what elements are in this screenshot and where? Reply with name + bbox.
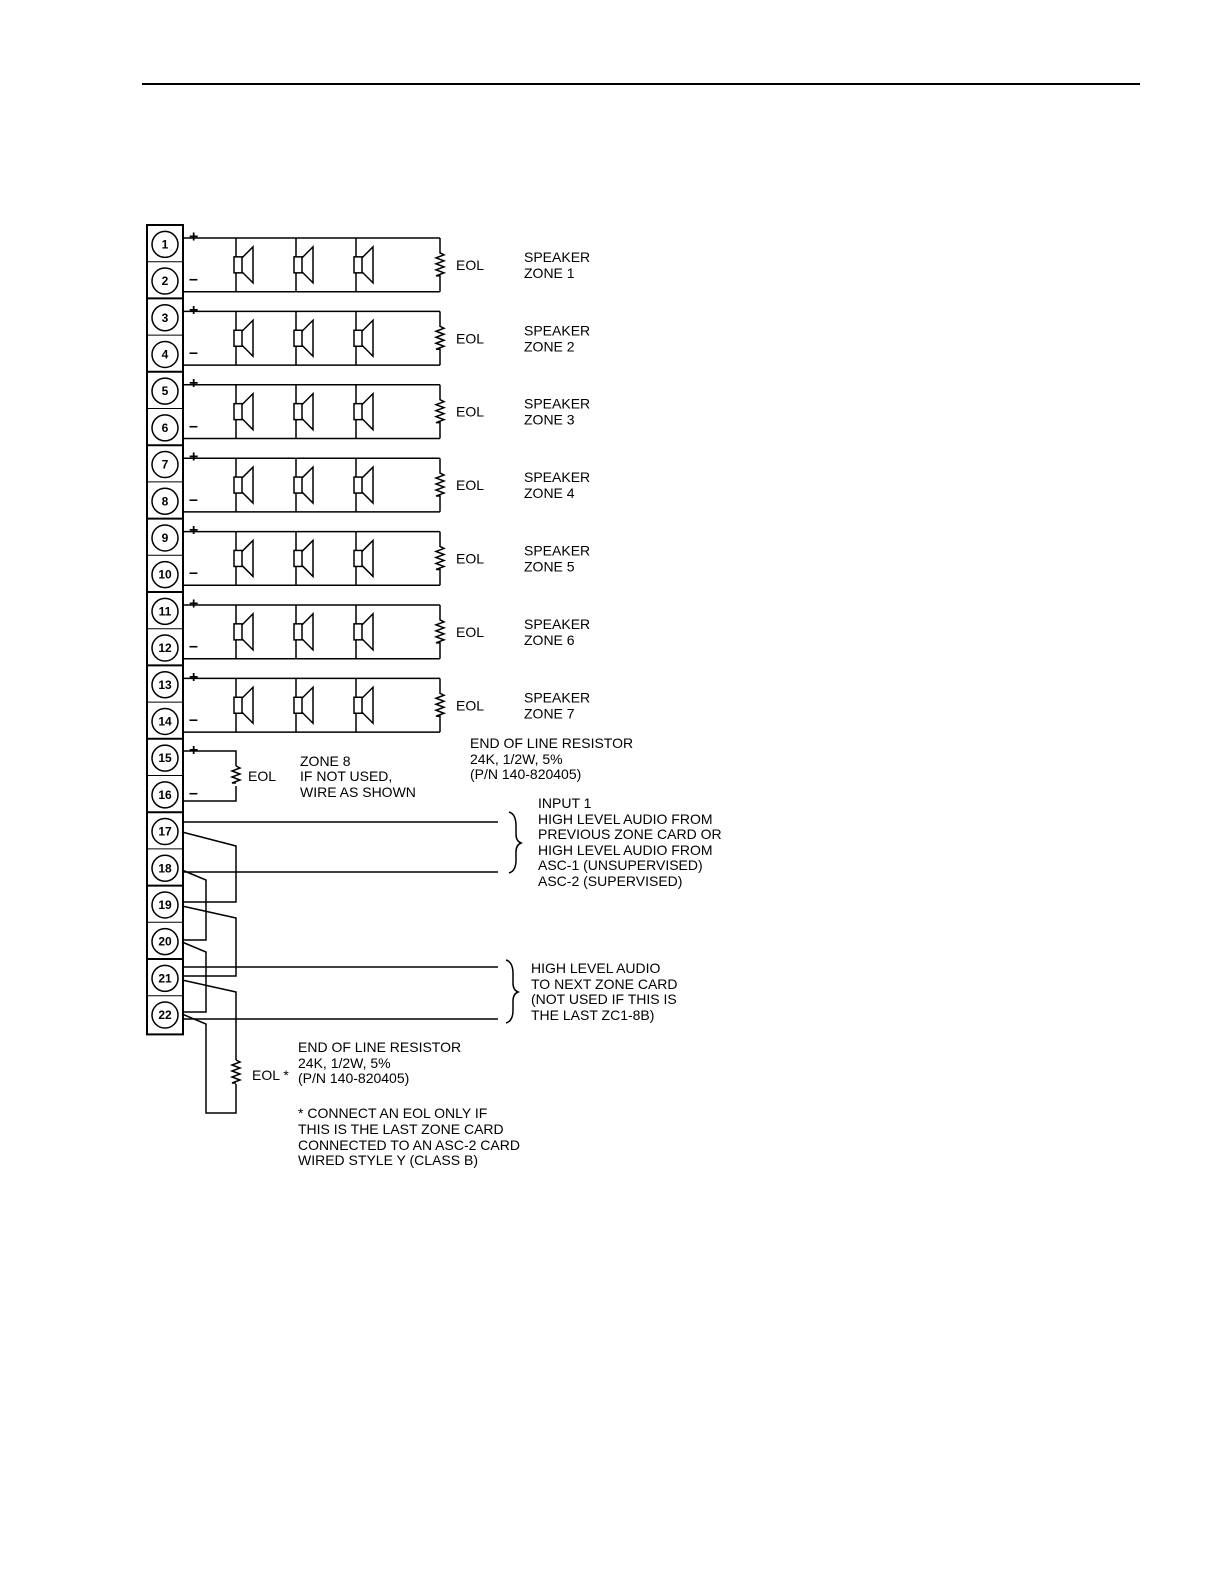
speaker-icon — [234, 532, 253, 586]
zone8-eol-label: EOL — [248, 768, 277, 784]
speaker-icon — [354, 532, 373, 586]
eol-label: EOL — [456, 697, 485, 714]
speaker-zone-2 — [182, 311, 590, 365]
eol-label: EOL — [456, 256, 485, 273]
polarity-plus: + — [189, 668, 199, 686]
zone-label-line1: SPEAKER — [524, 689, 591, 706]
eol-resistor-spec-line2: 24K, 1/2W, 5% — [470, 751, 563, 767]
terminal-22 — [152, 1002, 178, 1028]
polarity-minus: – — [189, 271, 198, 289]
speaker-icon — [354, 458, 373, 512]
zone8-note-line3: WIRE AS SHOWN — [300, 784, 416, 800]
speaker-icon — [354, 678, 373, 732]
terminal-number: 20 — [158, 934, 172, 949]
terminal-number: 14 — [158, 714, 172, 729]
speaker-icon — [294, 458, 313, 512]
eol-resistor-icon — [436, 532, 444, 586]
speaker-icon — [294, 532, 313, 586]
zone8-eol-resistor-icon — [232, 766, 240, 783]
jumper-19-to-21 — [182, 906, 236, 976]
terminal-number: 8 — [161, 494, 169, 509]
terminal-number: 3 — [161, 310, 169, 325]
terminal-20 — [152, 929, 178, 955]
bottom-eol-resistor-icon — [232, 1060, 240, 1083]
zone-label-line2: ZONE 6 — [524, 631, 575, 648]
bottom-eol-spec-line1: END OF LINE RESISTOR — [298, 1039, 462, 1055]
eol-label: EOL — [456, 330, 485, 347]
terminal-number: 4 — [161, 347, 169, 362]
speaker-zone-6 — [182, 605, 590, 659]
input1-label-line5: ASC-1 (UNSUPERVISED) — [538, 857, 703, 873]
eol-label: EOL — [456, 550, 485, 567]
terminal-12 — [152, 635, 178, 661]
zone-label-line2: ZONE 2 — [524, 338, 575, 355]
speaker-icon — [354, 385, 373, 439]
footnote-line3: CONNECTED TO AN ASC-2 CARD — [298, 1137, 520, 1153]
zone-label-line2: ZONE 5 — [524, 558, 575, 575]
speaker-zone-4 — [182, 458, 590, 512]
terminal-19 — [152, 892, 178, 918]
eol-resistor-icon — [436, 458, 444, 512]
terminal-9 — [152, 525, 178, 551]
terminal-number: 5 — [161, 384, 169, 399]
terminal-number: 18 — [158, 861, 172, 876]
polarity-minus: – — [189, 711, 198, 729]
footnote-line1: * CONNECT AN EOL ONLY IF — [298, 1105, 488, 1121]
zone-label-line1: SPEAKER — [524, 615, 591, 632]
terminal-number: 9 — [161, 530, 169, 545]
terminal-number: 13 — [158, 677, 172, 692]
polarity-plus: + — [189, 301, 199, 319]
bottom-eol-spec-line3: (P/N 140-820405) — [298, 1070, 410, 1086]
speaker-zones — [182, 238, 590, 732]
polarity-plus: + — [189, 448, 199, 466]
polarity-plus: + — [189, 521, 199, 539]
zone-label-line2: ZONE 4 — [524, 485, 575, 502]
input1-label-line2: HIGH LEVEL AUDIO FROM — [538, 811, 713, 827]
eol-resistor-icon — [436, 311, 444, 365]
speaker-icon — [294, 311, 313, 365]
polarity-plus: + — [189, 595, 199, 613]
polarity-minus: – — [189, 491, 198, 509]
zone8-note-line2: IF NOT USED, — [300, 768, 393, 784]
zone-label-line2: ZONE 7 — [524, 705, 575, 722]
next-zone-label-line2: TO NEXT ZONE CARD — [531, 976, 678, 992]
bottom-eol-spec-line2: 24K, 1/2W, 5% — [298, 1055, 391, 1071]
polarity-plus: + — [189, 742, 199, 760]
next-zone-brace — [506, 960, 518, 1023]
input1-label-line3: PREVIOUS ZONE CARD OR — [538, 826, 722, 842]
speaker-icon — [234, 311, 253, 365]
terminal-18 — [152, 855, 178, 881]
speaker-icon — [234, 385, 253, 439]
zone8-note-line1: ZONE 8 — [300, 753, 351, 769]
terminal-13 — [152, 672, 178, 698]
terminal-10 — [152, 562, 178, 588]
input1-label-line4: HIGH LEVEL AUDIO FROM — [538, 842, 713, 858]
zone-label-line1: SPEAKER — [524, 248, 591, 265]
terminal-number: 21 — [158, 971, 172, 986]
speaker-icon — [294, 678, 313, 732]
terminal-5 — [152, 378, 178, 404]
terminal-16 — [152, 782, 178, 808]
eol-label: EOL — [456, 477, 485, 494]
terminal-number: 19 — [158, 897, 172, 912]
terminal-number: 12 — [158, 641, 172, 656]
polarity-minus: – — [189, 784, 198, 802]
eol-resistor-icon — [436, 385, 444, 439]
next-zone-label-line4: THE LAST ZC1-8B) — [531, 1007, 655, 1023]
terminal-3 — [152, 305, 178, 331]
terminal-17 — [152, 819, 178, 845]
speaker-icon — [234, 678, 253, 732]
next-zone-label-line1: HIGH LEVEL AUDIO — [531, 960, 661, 976]
jumper-18-to-20 — [182, 870, 206, 940]
polarity-minus: – — [189, 564, 198, 582]
terminal-number: 10 — [158, 567, 172, 582]
eol-label: EOL — [456, 623, 485, 640]
speaker-zone-3 — [182, 385, 590, 439]
terminal-number: 22 — [158, 1008, 172, 1023]
speaker-zone-7 — [182, 678, 590, 732]
terminal-15 — [152, 745, 178, 771]
speaker-icon — [294, 385, 313, 439]
zone-label-line1: SPEAKER — [524, 469, 591, 486]
input1-label-line6: ASC-2 (SUPERVISED) — [538, 873, 683, 889]
eol-resistor-spec-line3: (P/N 140-820405) — [470, 766, 582, 782]
speaker-zone-5 — [182, 532, 590, 586]
jumper-17-to-19 — [182, 832, 236, 902]
speaker-icon — [234, 605, 253, 659]
zone-label-line2: ZONE 3 — [524, 411, 575, 428]
speaker-icon — [354, 311, 373, 365]
terminal-11 — [152, 598, 178, 624]
input1-brace — [509, 812, 521, 873]
eol-resistor-icon — [436, 605, 444, 659]
footnote-line4: WIRED STYLE Y (CLASS B) — [298, 1152, 478, 1168]
terminal-number: 2 — [161, 274, 169, 289]
jumper-20-to-22 — [182, 942, 206, 1012]
speaker-zone-1 — [182, 238, 590, 292]
eol-label: EOL — [456, 403, 485, 420]
eol-resistor-icon — [436, 238, 444, 292]
zone-label-line1: SPEAKER — [524, 322, 591, 339]
terminal-number: 17 — [158, 824, 172, 839]
polarity-plus: + — [189, 375, 199, 393]
footnote-line2: THIS IS THE LAST ZONE CARD — [298, 1121, 504, 1137]
terminal-8 — [152, 488, 178, 514]
terminal-21 — [152, 965, 178, 991]
terminal-14 — [152, 708, 178, 734]
terminal-number: 16 — [158, 787, 172, 802]
polarity-minus: – — [189, 638, 198, 656]
speaker-icon — [294, 238, 313, 292]
bottom-eol-wire — [182, 980, 236, 1113]
terminal-7 — [152, 452, 178, 478]
bottom-eol-label: EOL * — [252, 1067, 289, 1083]
speaker-icon — [354, 238, 373, 292]
terminal-strip — [147, 225, 198, 1034]
terminal-2 — [152, 268, 178, 294]
eol-resistor-spec-line1: END OF LINE RESISTOR — [470, 735, 634, 751]
polarity-plus: + — [189, 228, 199, 246]
terminal-number: 11 — [158, 604, 172, 619]
speaker-icon — [234, 238, 253, 292]
polarity-minus: – — [189, 344, 198, 362]
input1-label-line1: INPUT 1 — [538, 795, 592, 811]
polarity-minus: – — [189, 417, 198, 435]
next-zone-label-line3: (NOT USED IF THIS IS — [531, 991, 677, 1007]
terminal-number: 6 — [161, 420, 169, 435]
audio-riser-wiring — [182, 735, 722, 1168]
terminal-number: 15 — [158, 751, 172, 766]
terminal-number: 1 — [161, 237, 169, 252]
zone-label-line1: SPEAKER — [524, 395, 591, 412]
speaker-icon — [294, 605, 313, 659]
eol-resistor-icon — [436, 678, 444, 732]
terminal-4 — [152, 341, 178, 367]
speaker-icon — [234, 458, 253, 512]
zone-label-line2: ZONE 1 — [524, 264, 575, 281]
terminal-1 — [152, 231, 178, 257]
speaker-icon — [354, 605, 373, 659]
terminal-6 — [152, 415, 178, 441]
zone-label-line1: SPEAKER — [524, 542, 591, 559]
terminal-number: 7 — [161, 457, 169, 472]
